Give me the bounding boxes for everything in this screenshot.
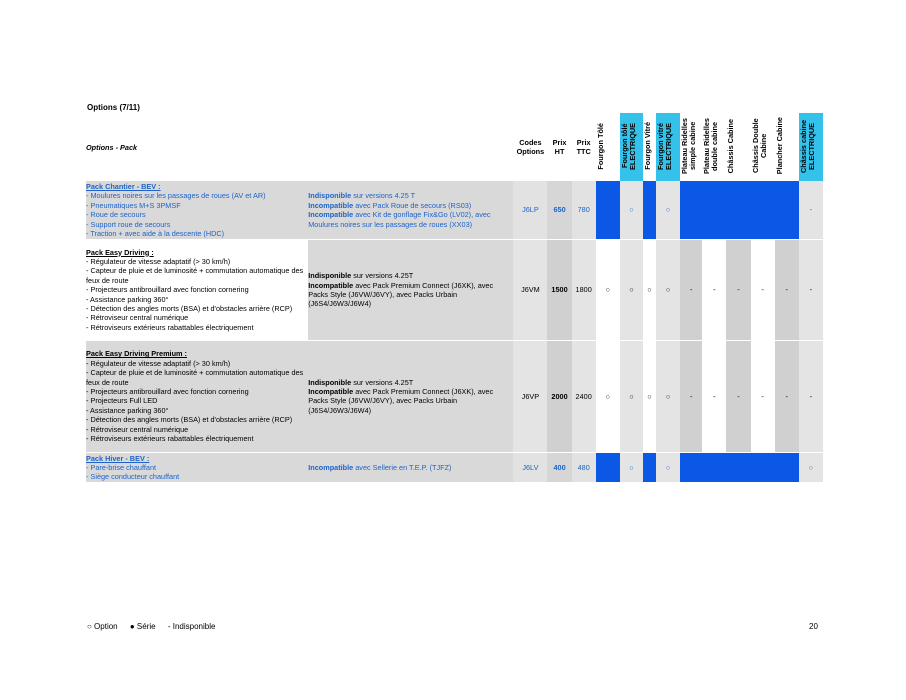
prix-ttc-header: Prix TTC	[576, 137, 591, 157]
availability-cell	[751, 452, 775, 482]
remark-status: Incompatible	[308, 210, 354, 220]
pack-name: Pack Easy Driving :	[86, 247, 154, 257]
pack-item: - Rétroviseurs extérieurs rabattables électriquement	[86, 322, 254, 332]
remark-status: Incompatible	[308, 200, 354, 210]
availability-cell	[751, 181, 775, 239]
availability-cell: ○	[620, 340, 643, 452]
option-code: J6VM	[513, 239, 547, 340]
remark-text: avec Pack Roue de secours (RS03)	[353, 200, 472, 210]
version-header: Plateau Ridelles double cabine	[702, 118, 720, 174]
legend-option: ○ Option	[87, 622, 118, 631]
pack-item: - Moulures noires sur les passages de roues (AV et AR)	[86, 191, 266, 201]
availability-cell	[680, 181, 702, 239]
remark-text: avec Sellerie en T.E.P. (TJFZ)	[353, 462, 452, 472]
availability-cell: -	[680, 239, 702, 340]
pack-item: - Roue de secours	[86, 210, 146, 220]
availability-cell: -	[751, 340, 775, 452]
pack-name: Pack Easy Driving Premium :	[86, 349, 187, 359]
remark-text: avec Kit de gonflage Fix&Go (LV02), avec Moulures noires sur les passages de roues (XX03)	[308, 210, 491, 229]
pack-item: - Régulateur de vitesse adaptatif (> 30 km/h)	[86, 358, 231, 368]
availability-cell: ○	[656, 340, 680, 452]
remark-text: avec Pack Premium Connect (J6XK), avec Packs Style (J6VW/J6VY), avec Packs Urbain (J6S4/J6W3/J6W4)	[308, 280, 494, 309]
pack-item: - Pneumatiques M+S 3PMSF	[86, 200, 181, 210]
pack-item: - Assistance parking 360°	[86, 405, 169, 415]
pack-item: - Pare-brise chauffant	[86, 462, 157, 472]
price-ttc: 2400	[572, 340, 596, 452]
version-header: Châssis Cabine	[726, 118, 736, 174]
pack-remarks	[308, 452, 513, 482]
version-header: Châssis Double Cabine	[750, 118, 768, 174]
pack-item: - Projecteurs Full LED	[86, 396, 158, 406]
price-ht: 2000	[547, 340, 571, 452]
remark-line	[308, 191, 513, 200]
remark-line	[308, 387, 513, 415]
pack-description	[86, 239, 308, 340]
codes-header: Codes Options	[516, 137, 545, 157]
pack-item: - Siège conducteur chauffant	[86, 472, 180, 482]
option-code: J6LP	[513, 181, 547, 239]
pack-name: Pack Hiver - BEV :	[86, 453, 150, 463]
version-header: Fourgon Vitré	[642, 122, 652, 170]
pack-description	[86, 181, 308, 239]
availability-cell	[596, 181, 620, 239]
availability-cell: -	[799, 239, 823, 340]
header-row	[86, 113, 823, 181]
options-table-body	[86, 181, 823, 482]
availability-cell	[596, 452, 620, 482]
pack-remarks	[308, 181, 513, 239]
prix-ht-header: Prix HT	[552, 137, 567, 157]
option-code: J6VP	[513, 340, 547, 452]
price-ht: 1500	[547, 239, 571, 340]
pack-item: - Régulateur de vitesse adaptatif (> 30 km/h)	[86, 256, 231, 266]
availability-cell	[702, 181, 726, 239]
remark-line	[308, 271, 513, 280]
availability-cell: ○	[799, 452, 823, 482]
pack-item: - Rétroviseur central numérique	[86, 424, 189, 434]
option-row	[86, 452, 823, 482]
section-title: Options - Pack	[86, 142, 138, 152]
remark-line	[308, 201, 513, 210]
legend-indisponible: - Indisponible	[167, 622, 216, 631]
remark-line	[308, 463, 513, 472]
availability-cell: -	[775, 239, 799, 340]
availability-cell: -	[751, 239, 775, 340]
availability-cell	[775, 181, 799, 239]
availability-cell: ○	[656, 239, 680, 340]
availability-cell: ○	[596, 340, 620, 452]
remark-text: sur versions 4.25T	[351, 377, 414, 387]
price-ttc: 1800	[572, 239, 596, 340]
availability-cell: ○	[620, 181, 643, 239]
availability-cell: ○	[643, 340, 656, 452]
availability-cell	[643, 452, 656, 482]
pack-description	[86, 452, 308, 482]
availability-cell	[702, 452, 726, 482]
availability-cell: -	[702, 340, 726, 452]
availability-cell	[775, 452, 799, 482]
availability-cell: ○	[620, 239, 643, 340]
remark-line	[308, 378, 513, 387]
remark-text: sur versions 4.25T	[351, 271, 414, 281]
pack-name: Pack Chantier - BEV :	[86, 181, 161, 191]
remark-status: Incompatible	[308, 462, 354, 472]
remark-status: Incompatible	[308, 280, 354, 290]
remark-status: Indisponible	[308, 191, 352, 201]
availability-cell	[726, 452, 750, 482]
availability-cell: -	[702, 239, 726, 340]
version-header: Fourgon Tôlé	[595, 122, 605, 170]
pack-remarks	[308, 239, 513, 340]
availability-cell: -	[726, 340, 750, 452]
pack-item: - Capteur de pluie et de luminosité + commutation automatique des feux de route	[86, 368, 304, 387]
legend-serie: ● Série	[129, 622, 156, 631]
version-header: Plancher Cabine	[774, 117, 784, 175]
pack-item: - Rétroviseur central numérique	[86, 313, 189, 323]
pack-item: - Traction + avec aide à la descente (HDC)	[86, 228, 225, 238]
version-header-electric: Fourgon vitré ELECTRIQUE	[656, 113, 680, 181]
price-ht: 400	[547, 452, 571, 482]
availability-cell: ○	[656, 452, 680, 482]
availability-cell: -	[799, 340, 823, 452]
remark-status: Indisponible	[308, 377, 352, 387]
availability-cell: -	[680, 340, 702, 452]
price-ht: 650	[547, 181, 571, 239]
option-row	[86, 340, 823, 452]
availability-cell: -	[799, 181, 823, 239]
pack-item: - Projecteurs antibrouillard avec fonction cornering	[86, 285, 249, 295]
availability-cell	[726, 181, 750, 239]
version-header: Plateau Ridelles simple cabine	[680, 118, 698, 174]
price-ttc: 480	[572, 452, 596, 482]
availability-cell: ○	[643, 239, 656, 340]
pack-item: - Détection des angles morts (BSA) et d'obstacles arrière (RCP)	[86, 304, 293, 314]
remark-text: avec Pack Premium Connect (J6XK), avec Packs Style (J6VW/J6VY), avec Packs Urbain (J6S4/J6W3/J6W4)	[308, 387, 494, 415]
availability-cell: -	[726, 239, 750, 340]
remark-line	[308, 281, 513, 309]
pack-description	[86, 340, 308, 452]
availability-cell	[643, 181, 656, 239]
price-ttc: 780	[572, 181, 596, 239]
remark-status: Indisponible	[308, 271, 352, 281]
remarks-header	[308, 113, 513, 181]
pack-item: - Rétroviseurs extérieurs rabattables électriquement	[86, 434, 254, 444]
page-number: 20	[809, 622, 818, 631]
pack-item: - Détection des angles morts (BSA) et d'obstacles arrière (RCP)	[86, 415, 293, 425]
remark-text: sur versions 4.25 T	[351, 191, 416, 201]
availability-cell: -	[775, 340, 799, 452]
availability-cell: ○	[656, 181, 680, 239]
availability-cell: ○	[596, 239, 620, 340]
availability-legend	[87, 622, 225, 631]
pack-item: - Assistance parking 360°	[86, 294, 169, 304]
option-row	[86, 239, 823, 340]
options-table	[86, 113, 823, 482]
availability-cell	[680, 452, 702, 482]
remark-line	[308, 210, 513, 229]
pack-item: - Capteur de pluie et de luminosité + commutation automatique des feux de route	[86, 266, 304, 285]
remark-status: Incompatible	[308, 387, 354, 396]
pack-item: - Support roue de secours	[86, 219, 171, 229]
pack-item: - Projecteurs antibrouillard avec fonction cornering	[86, 387, 249, 396]
option-row	[86, 181, 823, 239]
pack-remarks	[308, 340, 513, 452]
page-title: Options (7/11)	[87, 103, 140, 112]
option-code: J6LV	[513, 452, 547, 482]
availability-cell: ○	[620, 452, 643, 482]
version-header-electric: Fourgon tôlé ELECTRIQUE	[620, 113, 643, 181]
version-header-electric: Châssis cabine ELECTRIQUE	[799, 113, 823, 181]
